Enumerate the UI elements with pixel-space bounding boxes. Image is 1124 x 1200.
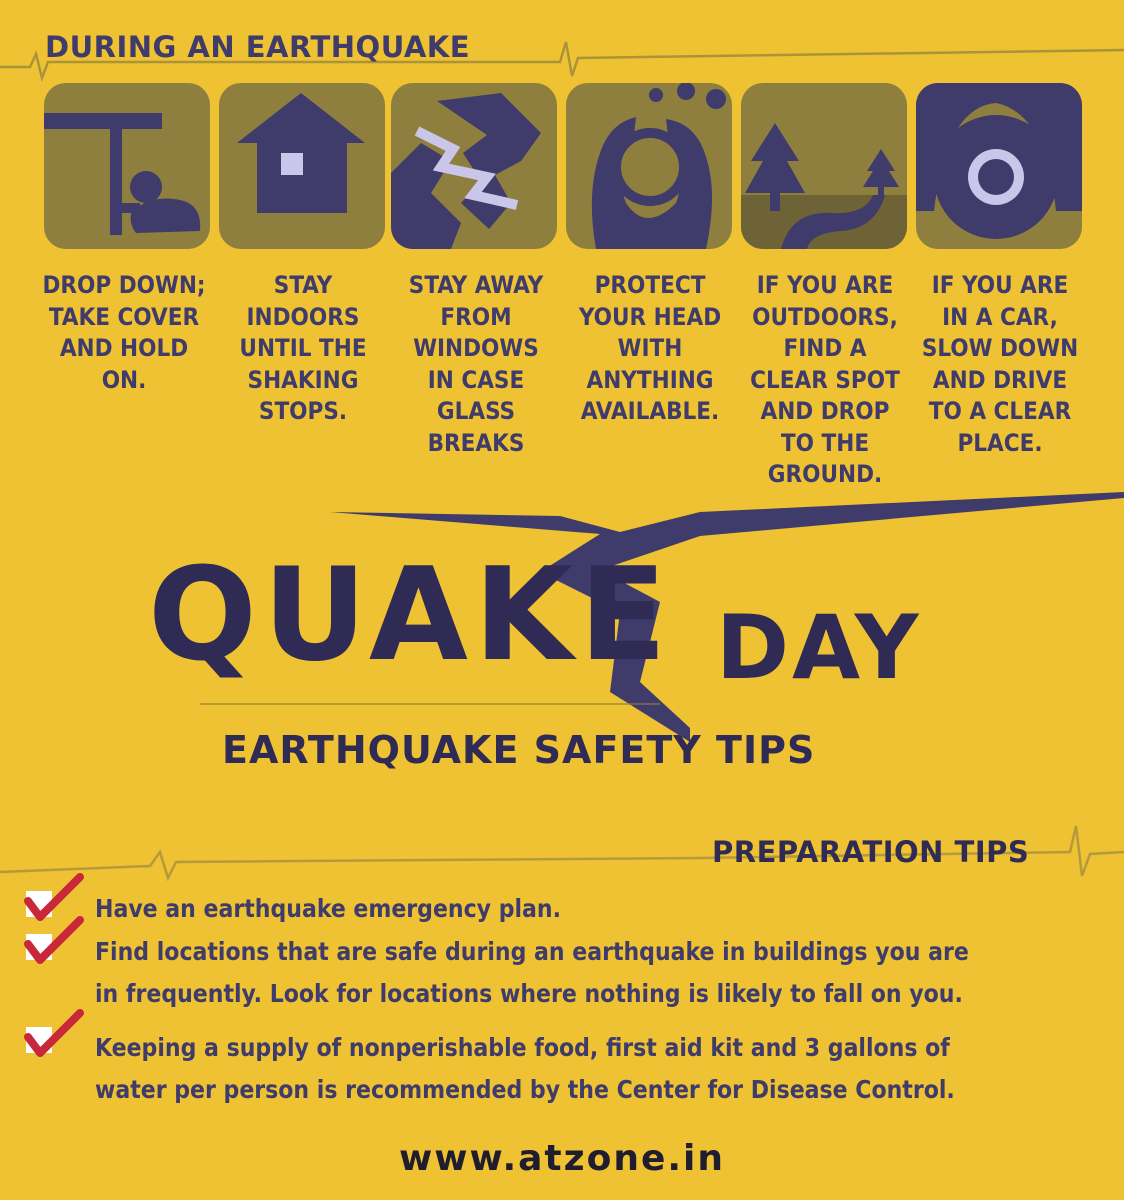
- table-cover-icon: [44, 83, 210, 249]
- broken-window-icon: [391, 83, 557, 249]
- protect-head-icon: [566, 83, 732, 249]
- tip-caption-stay-indoors: STAY INDOORS UNTIL THE SHAKING STOPS.: [239, 271, 367, 425]
- prep-tip-3: [95, 1027, 1095, 1111]
- during-earthquake-heading: DURING AN EARTHQUAKE: [45, 30, 471, 64]
- prep-tip-3-line2: water per person is recommended by the Center for Disease Control.: [95, 1075, 955, 1104]
- quake-heading: QUAKE: [148, 541, 673, 690]
- car-wheel-icon: [916, 83, 1082, 249]
- prep-tip-3-line1: Keeping a supply of nonperishable food, first aid kit and 3 gallons of: [95, 1033, 950, 1062]
- prep-tip-2-line2: in frequently. Look for locations where nothing is likely to fall on you.: [95, 979, 963, 1008]
- prep-tip-1-line1: Have an earthquake emergency plan.: [95, 894, 561, 923]
- preparation-tips-heading: PREPARATION TIPS: [712, 835, 1030, 869]
- day-heading: DAY: [716, 596, 922, 699]
- tip-caption-protect-head: PROTECT YOUR HEAD WITH ANYTHING AVAILABLE.: [578, 271, 722, 425]
- checkbox-check-icon: [22, 1009, 86, 1061]
- safety-tips-subtitle: EARTHQUAKE SAFETY TIPS: [222, 728, 816, 772]
- tip-caption-outdoors: IF YOU ARE OUTDOORS, FIND A CLEAR SPOT AND DROP TO THE GROUND.: [750, 271, 900, 488]
- website-link[interactable]: www.atzone.in: [398, 1138, 726, 1179]
- tip-caption-drop-cover: DROP DOWN; TAKE COVER AND HOLD ON.: [42, 271, 206, 394]
- outdoors-trees-icon: [741, 83, 907, 249]
- house-icon: [219, 83, 385, 249]
- prep-tip-2: [95, 931, 1095, 1015]
- checkbox-check-icon: [22, 916, 86, 968]
- tip-caption-avoid-windows: STAY AWAY FROM WINDOWS IN CASE GLASS BREAKS: [408, 271, 544, 457]
- tip-caption-in-car: IF YOU ARE IN A CAR, SLOW DOWN AND DRIVE TO A CLEAR PLACE.: [921, 271, 1079, 457]
- prep-tip-1: [95, 888, 1095, 930]
- prep-tip-2-line1: Find locations that are safe during an earthquake in buildings you are: [95, 937, 969, 966]
